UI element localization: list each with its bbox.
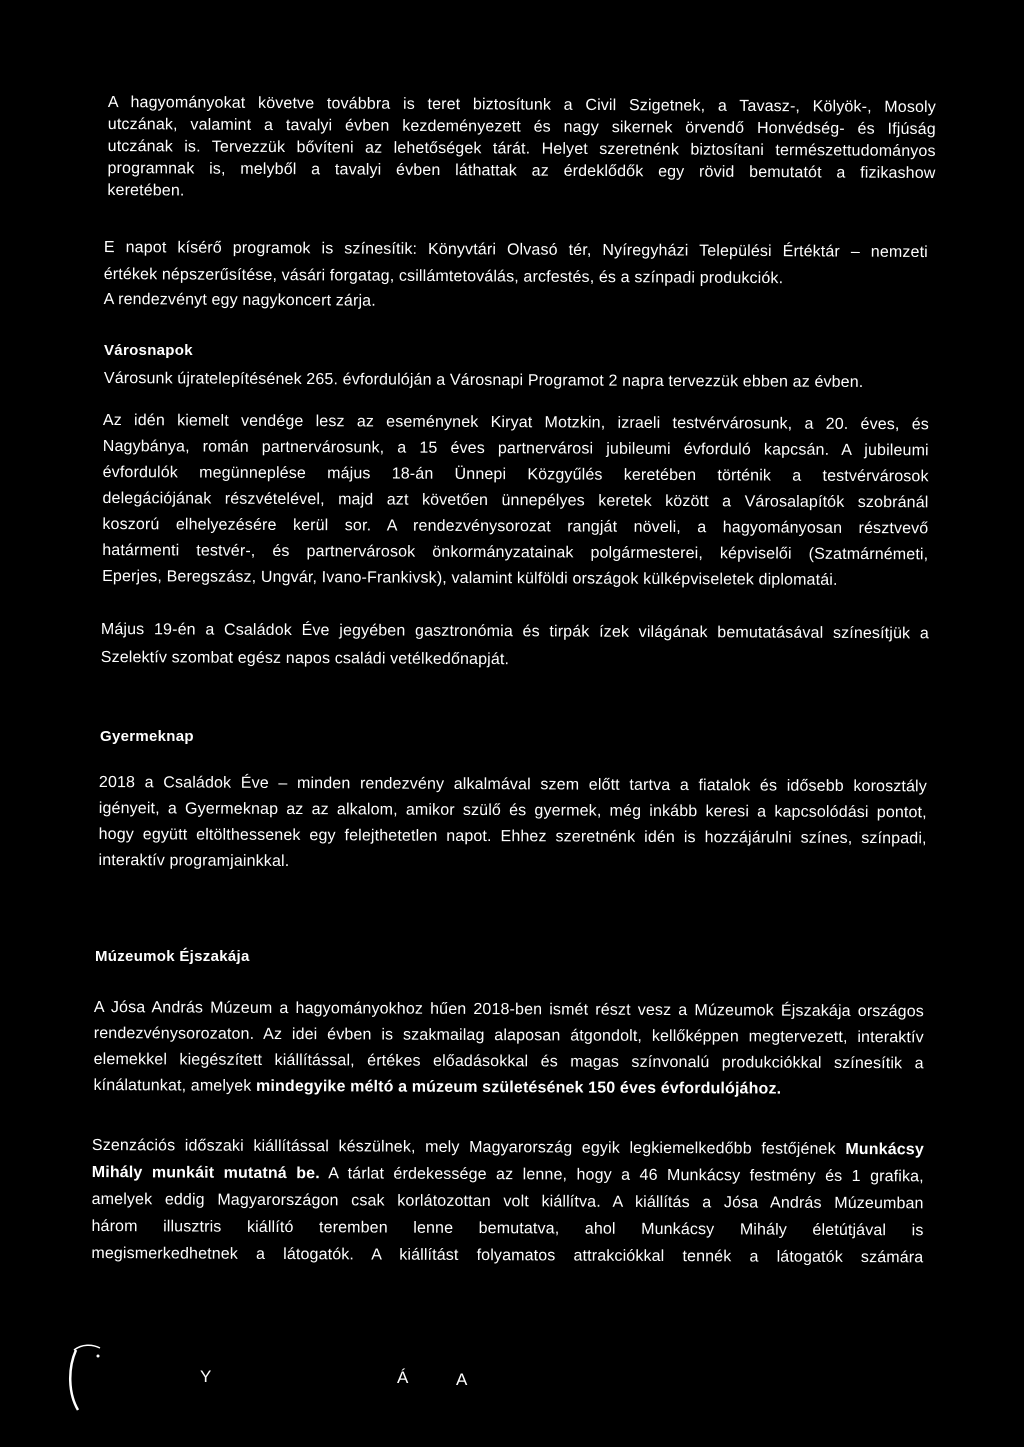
programs-line: értékek népszerűsítése, vásári forgatag, csillámtetoválás, arcfestés, és a színpadi produkciók. [103, 265, 784, 288]
guests-line: koszorú elhelyezésére kerül sor. A rendezvénysorozat rangját növeli, a hagyományosan résztvevő [102, 515, 929, 538]
programs-paragraph [104, 234, 928, 317]
gyermeknap-heading: Gyermeknap [100, 728, 194, 745]
muzeumok-line [93, 1073, 923, 1103]
munkacsy-line [92, 1132, 924, 1163]
varosnapok-may19-paragraph [101, 616, 929, 676]
munkacsy-line-plain: A tárlat érdekessége az lenne, hogy a 46 Munkácsy festmény és 1 grafika, [319, 1165, 924, 1186]
programs-line: A rendezvényt egy nagykoncert zárja. [103, 290, 376, 310]
gyermeknap-line: igényeit, a Gyermeknap az az alkalom, amikor szülő és gyermek, még inkább keresi a kapcsolódási pontot, [98, 799, 927, 822]
muzeumok-line: rendezvénysorozaton. Az idei évben is szakmailag alaposan átgondolt, kellőképpen megtervezett, interaktív [93, 1024, 924, 1047]
intro-line: A hagyományokat követve továbbra is teret biztosítunk a Civil Szigetnek, a Tavasz-, Kölyök-, Mosoly [107, 93, 936, 117]
varosnapok-guests-paragraph [102, 408, 929, 594]
varosnapok-intro-line: Városunk újratelepítésének 265. évfordulóján a Városnapi Programot 2 napra tervezzük ebben az évben. [103, 369, 864, 391]
gyermeknap-line: 2018 a Családok Éve – minden rendezvény alkalmával szem előtt tartva a fiatalok és idősebb korosztály [98, 773, 927, 796]
intro-line: utczának, valamint a tavalyi évben kezdeményezett és nagy sikernek örvendő Honvédség- és Ifjúság [107, 115, 936, 139]
munkacsy-line-bold: Mihály munkáit mutatná be. [91, 1163, 320, 1183]
muzeumok-line-bold: mindegyike méltó a múzeum születésének 150 éves évfordulójához. [255, 1077, 782, 1098]
guests-line: delegációjának részvételével, majd azt követően ünnepélyes keretek között a Városalapítók szobránál [102, 489, 929, 512]
varosnapok-intro [104, 368, 924, 394]
gyermeknap-line: hogy együtt eltölthessenek egy felejthetetlen napot. Ehhez szeretnénk idén is hozzájárulni színes, színpadi, [98, 825, 927, 848]
intro-line: utczának is. Tervezzük bővíteni az lehetőségek tárát. Helyet szeretnénk biztosítani természettudományos [107, 137, 936, 161]
may19-line: Szelektív szombat egész napos családi vetélkedőnapját. [100, 648, 510, 669]
munkacsy-line: megismerkedhetnek a látogatók. A kiállítást folyamatos attrakciókkal tennék a látogatók számára [91, 1244, 924, 1267]
munkacsy-line: három illusztris kiállító teremben lenne bemutatva, ahol Munkácsy Mihály életútjával is [91, 1217, 924, 1240]
muzeumok-heading: Múzeumok Éjszakája [95, 948, 250, 965]
may19-line: Május 19-én a Családok Éve jegyében gasztronómia és tirpák ízek világának bemutatásával színesítjük a [100, 620, 929, 643]
footer-mark-a-acute: Á [397, 1368, 409, 1387]
footer-mark-y: Y [200, 1367, 212, 1386]
programs-line: E napot kísérő programok is színesítik: Könyvtári Olvasó tér, Nyíregyházi Települési Értéktár – nemzeti [103, 238, 928, 262]
munkacsy-line [92, 1159, 924, 1190]
varosnapok-heading: Városnapok [104, 342, 193, 359]
corner-bracket-icon [58, 1338, 118, 1418]
guests-line: évfordulók megünneplése május 18-án Ünnepi Közgyűlés keretében történik a testvérvárosok [102, 463, 929, 486]
intro-line: keretében. [107, 181, 185, 200]
gyermeknap-line: interaktív programjainkkal. [98, 851, 290, 870]
gyermeknap-paragraph [98, 770, 927, 878]
munkacsy-line: amelyek eddig Magyarországon csak korlátozottan volt kiállítva. A kiállítás a Jósa András Múzeumban [91, 1190, 924, 1213]
guests-line: határmenti testvér-, és partnervárosok önkormányzatainak polgármesterei, képviselői (Szatmárnémeti, [102, 541, 929, 564]
munkacsy-line-plain: Szenzációs időszaki kiállítással készülnek, mely Magyarország egyik legkiemelkedőbb festőjének [91, 1136, 846, 1158]
muzeumok-paragraph-2 [91, 1132, 924, 1271]
munkacsy-line-bold: Munkácsy [845, 1140, 924, 1159]
guests-line: Eperjes, Beregszász, Ungvár, Ivano-Frankivsk), valamint külföldi országok külképviseletek diplomatái. [102, 567, 838, 589]
guests-line: Nagybánya, román partnervárosunk, a 15 éves partnervárosi jubileumi évforduló kapcsán. A jubileumi [102, 437, 929, 460]
muzeumok-line-plain: kínálatunkat, amelyek [93, 1076, 257, 1095]
intro-paragraph [107, 92, 936, 207]
muzeumok-paragraph-1 [93, 995, 924, 1103]
muzeumok-line: elemekkel kiegészített kiállítással, értékes előadásokkal és magas színvonalú produkciókkal színesítik a [93, 1050, 924, 1073]
guests-line: Az idén kiemelt vendége lesz az eseménynek Kiryat Motzkin, izraeli testvérvárosunk, a 20. éves, és [102, 411, 929, 434]
footer-mark-a: A [456, 1370, 468, 1389]
muzeumok-line: A Jósa András Múzeum a hagyományokhoz hűen 2018-ben ismét részt vesz a Múzeumok Éjszakája országos [93, 998, 924, 1021]
intro-line: programnak is, melyből a tavalyi évben láthattak az érdeklődők egy rövid bemutatót a fizikashow [107, 159, 936, 183]
